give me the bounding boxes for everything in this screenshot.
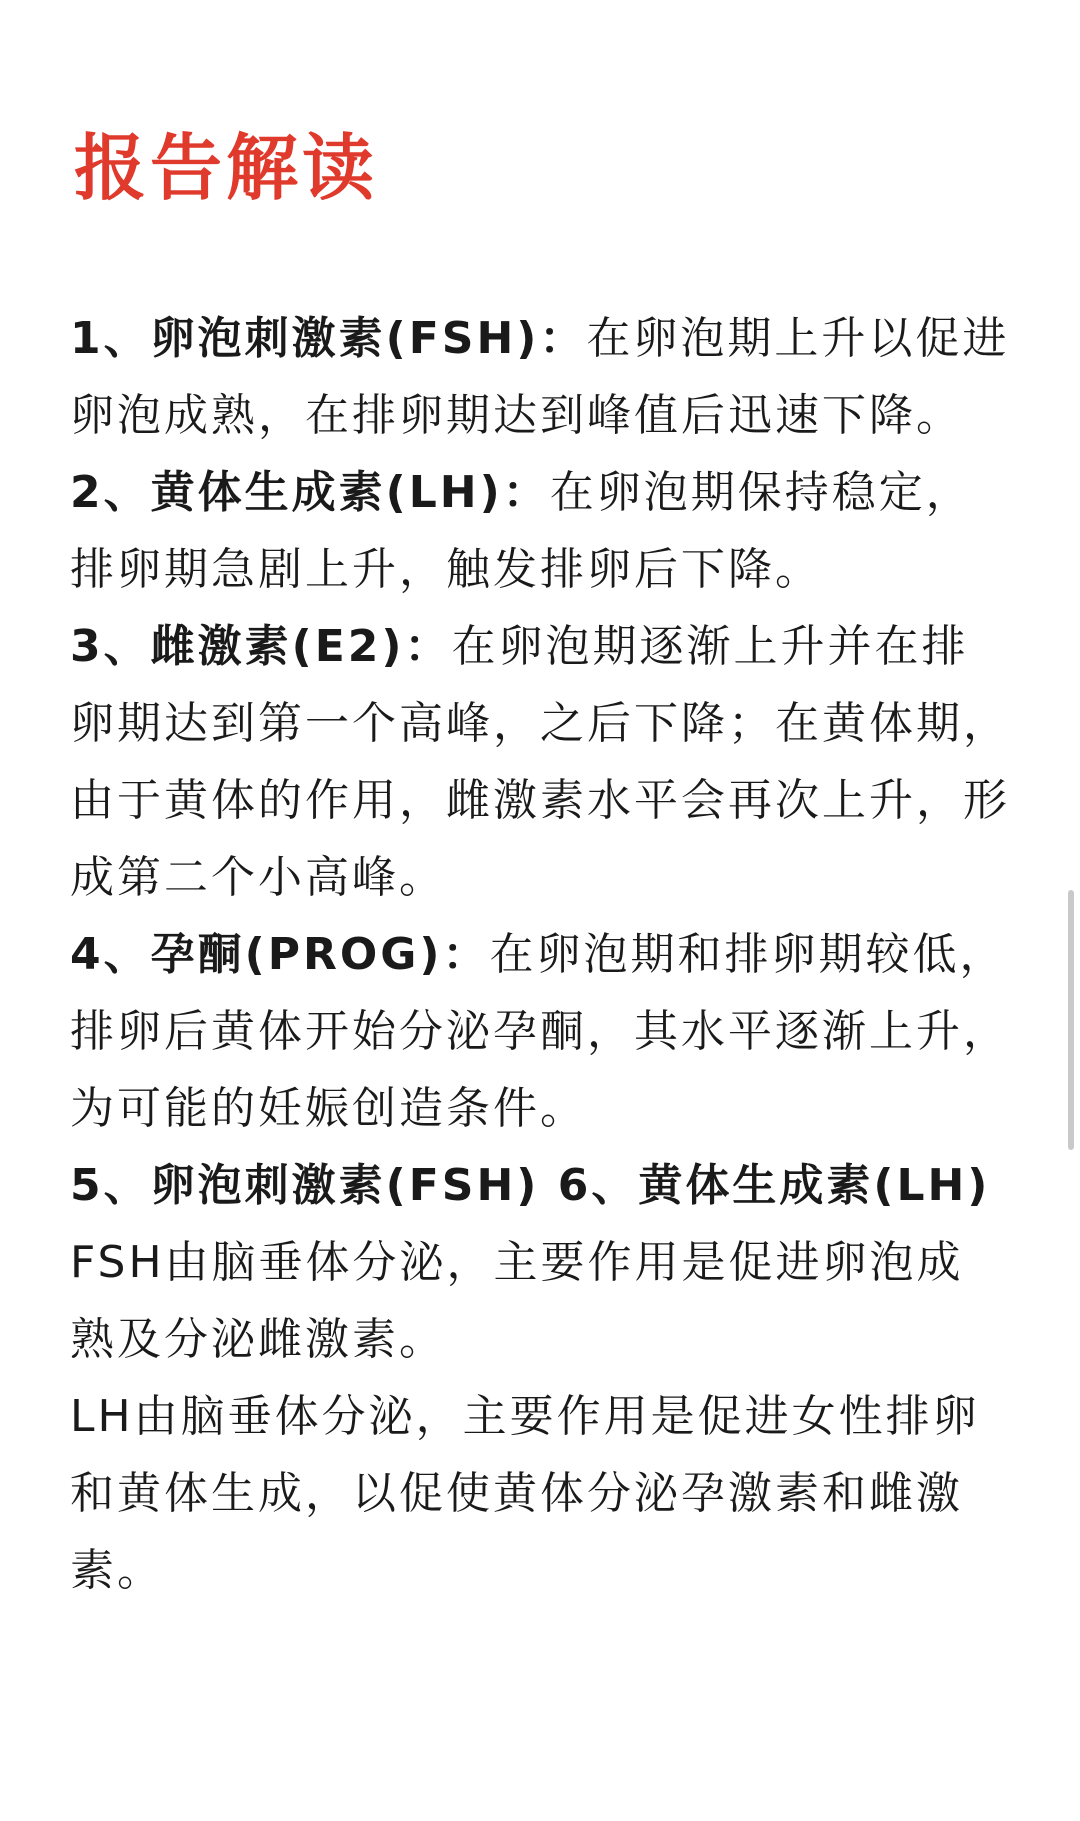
item-lh-label: 2、黄体生成素(LH)：: [70, 467, 550, 518]
article-content: [70, 300, 1010, 1609]
item-fsh-lh-heading: [70, 1147, 1010, 1224]
item-fsh: [70, 300, 1010, 454]
page-title: 报告解读: [74, 126, 379, 210]
item-fsh-label: 1、卵泡刺激素(FSH)：: [70, 313, 587, 364]
item-lh-text: 在卵泡期保持稳定，排卵期急剧上升，触发排卵后下降。: [70, 467, 973, 595]
note-fsh: FSH由脑垂体分泌，主要作用是促进卵泡成熟及分泌雌激素。: [70, 1237, 964, 1365]
item-fsh-text: 在卵泡期上升以促进卵泡成熟，在排卵期达到峰值后迅速下降。: [70, 313, 1010, 441]
item-lh: [70, 454, 1010, 608]
item-e2: [70, 608, 1010, 916]
scrollbar[interactable]: [1068, 890, 1074, 1150]
item-prog-text: 在卵泡期和排卵期较低，排卵后黄体开始分泌孕酮，其水平逐渐上升，为可能的妊娠创造条件。: [70, 929, 1010, 1134]
item-e2-text: 在卵泡期逐渐上升并在排卵期达到第一个高峰，之后下降；在黄体期，由于黄体的作用，雌激素水平会再次上升，形成第二个小高峰。: [70, 621, 1010, 903]
item-prog-label: 4、孕酮(PROG)：: [70, 929, 490, 980]
item-e2-label: 3、雌激素(E2)：: [70, 621, 452, 672]
item-prog: [70, 916, 1010, 1147]
item-fsh-lh-label: 5、卵泡刺激素(FSH) 6、黄体生成素(LH): [70, 1160, 991, 1211]
note-lh: LH由脑垂体分泌，主要作用是促进女性排卵和黄体生成，以促使黄体分泌孕激素和雌激素。: [70, 1391, 980, 1596]
